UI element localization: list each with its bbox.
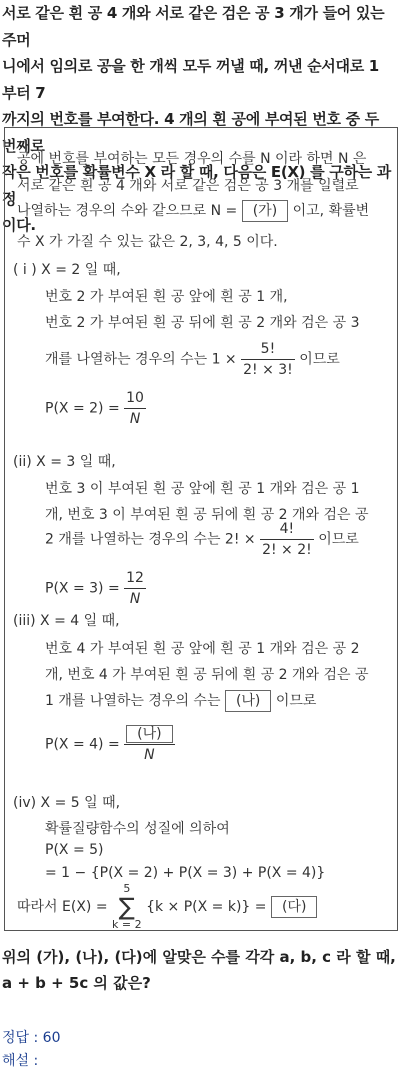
case-2-fraction-num: 4! [260, 519, 314, 540]
case-2-line-2: 개, 번호 3 이 부여된 흰 공 뒤에 흰 공 2 개와 검은 공 [45, 507, 369, 523]
case-2-prob-label: P(X = 3) = [45, 580, 120, 597]
answer: 정답 : 60 [2, 1030, 61, 1046]
summation-bottom: k = 2 [112, 918, 142, 931]
case-4-line-2: P(X = 5) [45, 842, 104, 858]
case-3-prob-den: N [144, 747, 155, 763]
case-2-line-3 [45, 519, 359, 560]
case-1-fraction [241, 339, 295, 380]
case-2-line-3-text: 2 개를 나열하는 경우의 수는 2! × [45, 531, 256, 548]
case-2-line-1: 번호 3 이 부여된 흰 공 앞에 흰 공 1 개와 검은 공 1 [45, 481, 360, 497]
question-line-5: 이다. [2, 216, 36, 234]
box-line-2: 서로 같은 흰 공 4 개와 서로 같은 검은 공 3 개를 일렬로 [17, 178, 359, 194]
summation-top: 5 [123, 882, 131, 895]
case-3-line-1: 번호 4 가 부여된 흰 공 앞에 흰 공 1 개와 검은 공 2 [45, 641, 360, 657]
case-3-line-3-tail: 이므로 [275, 693, 317, 709]
case-2-prob-fraction [124, 568, 146, 609]
case-2-prob-num: 12 [124, 568, 146, 589]
box-line-3-tail: 이고, 확률변 [292, 203, 370, 219]
box-line-3-text: 나열하는 경우의 수와 같으므로 N = [17, 203, 238, 219]
question-line-3: 까지의 번호를 부여한다. 4 개의 흰 공에 부여된 번호 중 두 번째로 [2, 110, 379, 155]
blank-na-1: (나) [225, 690, 271, 712]
case-1-prob-fraction [124, 388, 146, 429]
blank-na-2: (나) [126, 725, 172, 743]
case-1-line-3 [45, 339, 340, 380]
case-3-prob-label: P(X = 4) = [45, 736, 120, 753]
case-1-fraction-num: 5! [241, 339, 295, 360]
box-line-3 [17, 200, 369, 222]
blank-ga: (가) [242, 200, 288, 222]
solution-box [4, 127, 398, 931]
case-3-prob-num [124, 724, 174, 745]
sub-question-line-1: 위의 (가), (나), (다)에 알맞은 수를 각각 a, b, c 라 할 때, [2, 948, 396, 966]
case-3-line-3-text: 1 개를 나열하는 경우의 수는 [45, 693, 221, 709]
final-line-expr: {k × P(X = k)} = [146, 899, 267, 915]
case-3-line-3 [45, 690, 316, 712]
case-4-line-3: = 1 − {P(X = 2) + P(X = 3) + P(X = 4)} [45, 865, 326, 881]
case-3-line-2: 개, 번호 4 가 부여된 흰 공 뒤에 흰 공 2 개와 검은 공 [45, 667, 369, 683]
case-1-prob-den: N [129, 411, 141, 427]
blank-da: (다) [271, 896, 317, 918]
box-line-1: 공에 번호를 부여하는 모든 경우의 수를 N 이라 하면 N 은 [17, 151, 367, 167]
case-3-head: (iii) X = 4 일 때, [13, 613, 120, 629]
case-4-line-1: 확률질량함수의 성질에 의하여 [45, 821, 230, 837]
case-4-head: (iv) X = 5 일 때, [13, 795, 121, 811]
question-line-1: 서로 같은 흰 공 4 개와 서로 같은 검은 공 3 개가 들어 있는 주머 [2, 4, 385, 49]
case-3-prob [45, 724, 175, 765]
case-2-prob [45, 568, 146, 609]
case-1-line-2: 번호 2 가 부여된 흰 공 뒤에 흰 공 2 개와 검은 공 3 [45, 315, 360, 331]
final-line [17, 883, 317, 931]
case-2-line-3-tail: 이므로 [318, 531, 359, 548]
case-2-prob-den: N [129, 591, 141, 607]
case-1-prob-label: P(X = 2) = [45, 400, 120, 417]
case-1-fraction-den: 2! × 3! [243, 362, 293, 378]
sub-question-line-2: a + b + 5c 의 값은? [2, 974, 151, 992]
case-2-fraction [260, 519, 314, 560]
case-1-line-3-tail: 이므로 [299, 351, 340, 368]
case-1-prob [45, 388, 146, 429]
case-1-head: ( i ) X = 2 일 때, [13, 262, 121, 278]
case-2-head: (ii) X = 3 일 때, [13, 454, 116, 470]
question-line-2: 니에서 임의로 공을 한 개씩 모두 꺼낼 때, 꺼낸 순서대로 1 부터 7 [2, 57, 379, 102]
case-1-line-3-text: 개를 나열하는 경우의 수는 1 × [45, 351, 237, 368]
case-3-prob-fraction [124, 724, 174, 765]
summation-symbol: ∑ [118, 893, 135, 921]
case-2-fraction-den: 2! × 2! [262, 542, 312, 558]
box-line-4: 수 X 가 가질 수 있는 값은 2, 3, 4, 5 이다. [17, 234, 278, 250]
question-line-4: 작은 번호를 확률변수 X 라 할 때, 다음은 E(X) 를 구하는 과정 [2, 163, 391, 208]
case-1-prob-num: 10 [124, 388, 146, 409]
final-line-text: 따라서 E(X) = [17, 899, 108, 915]
explanation-label: 해설 : [2, 1053, 39, 1069]
summation [112, 883, 142, 931]
case-1-line-1: 번호 2 가 부여된 흰 공 앞에 흰 공 1 개, [45, 289, 288, 305]
